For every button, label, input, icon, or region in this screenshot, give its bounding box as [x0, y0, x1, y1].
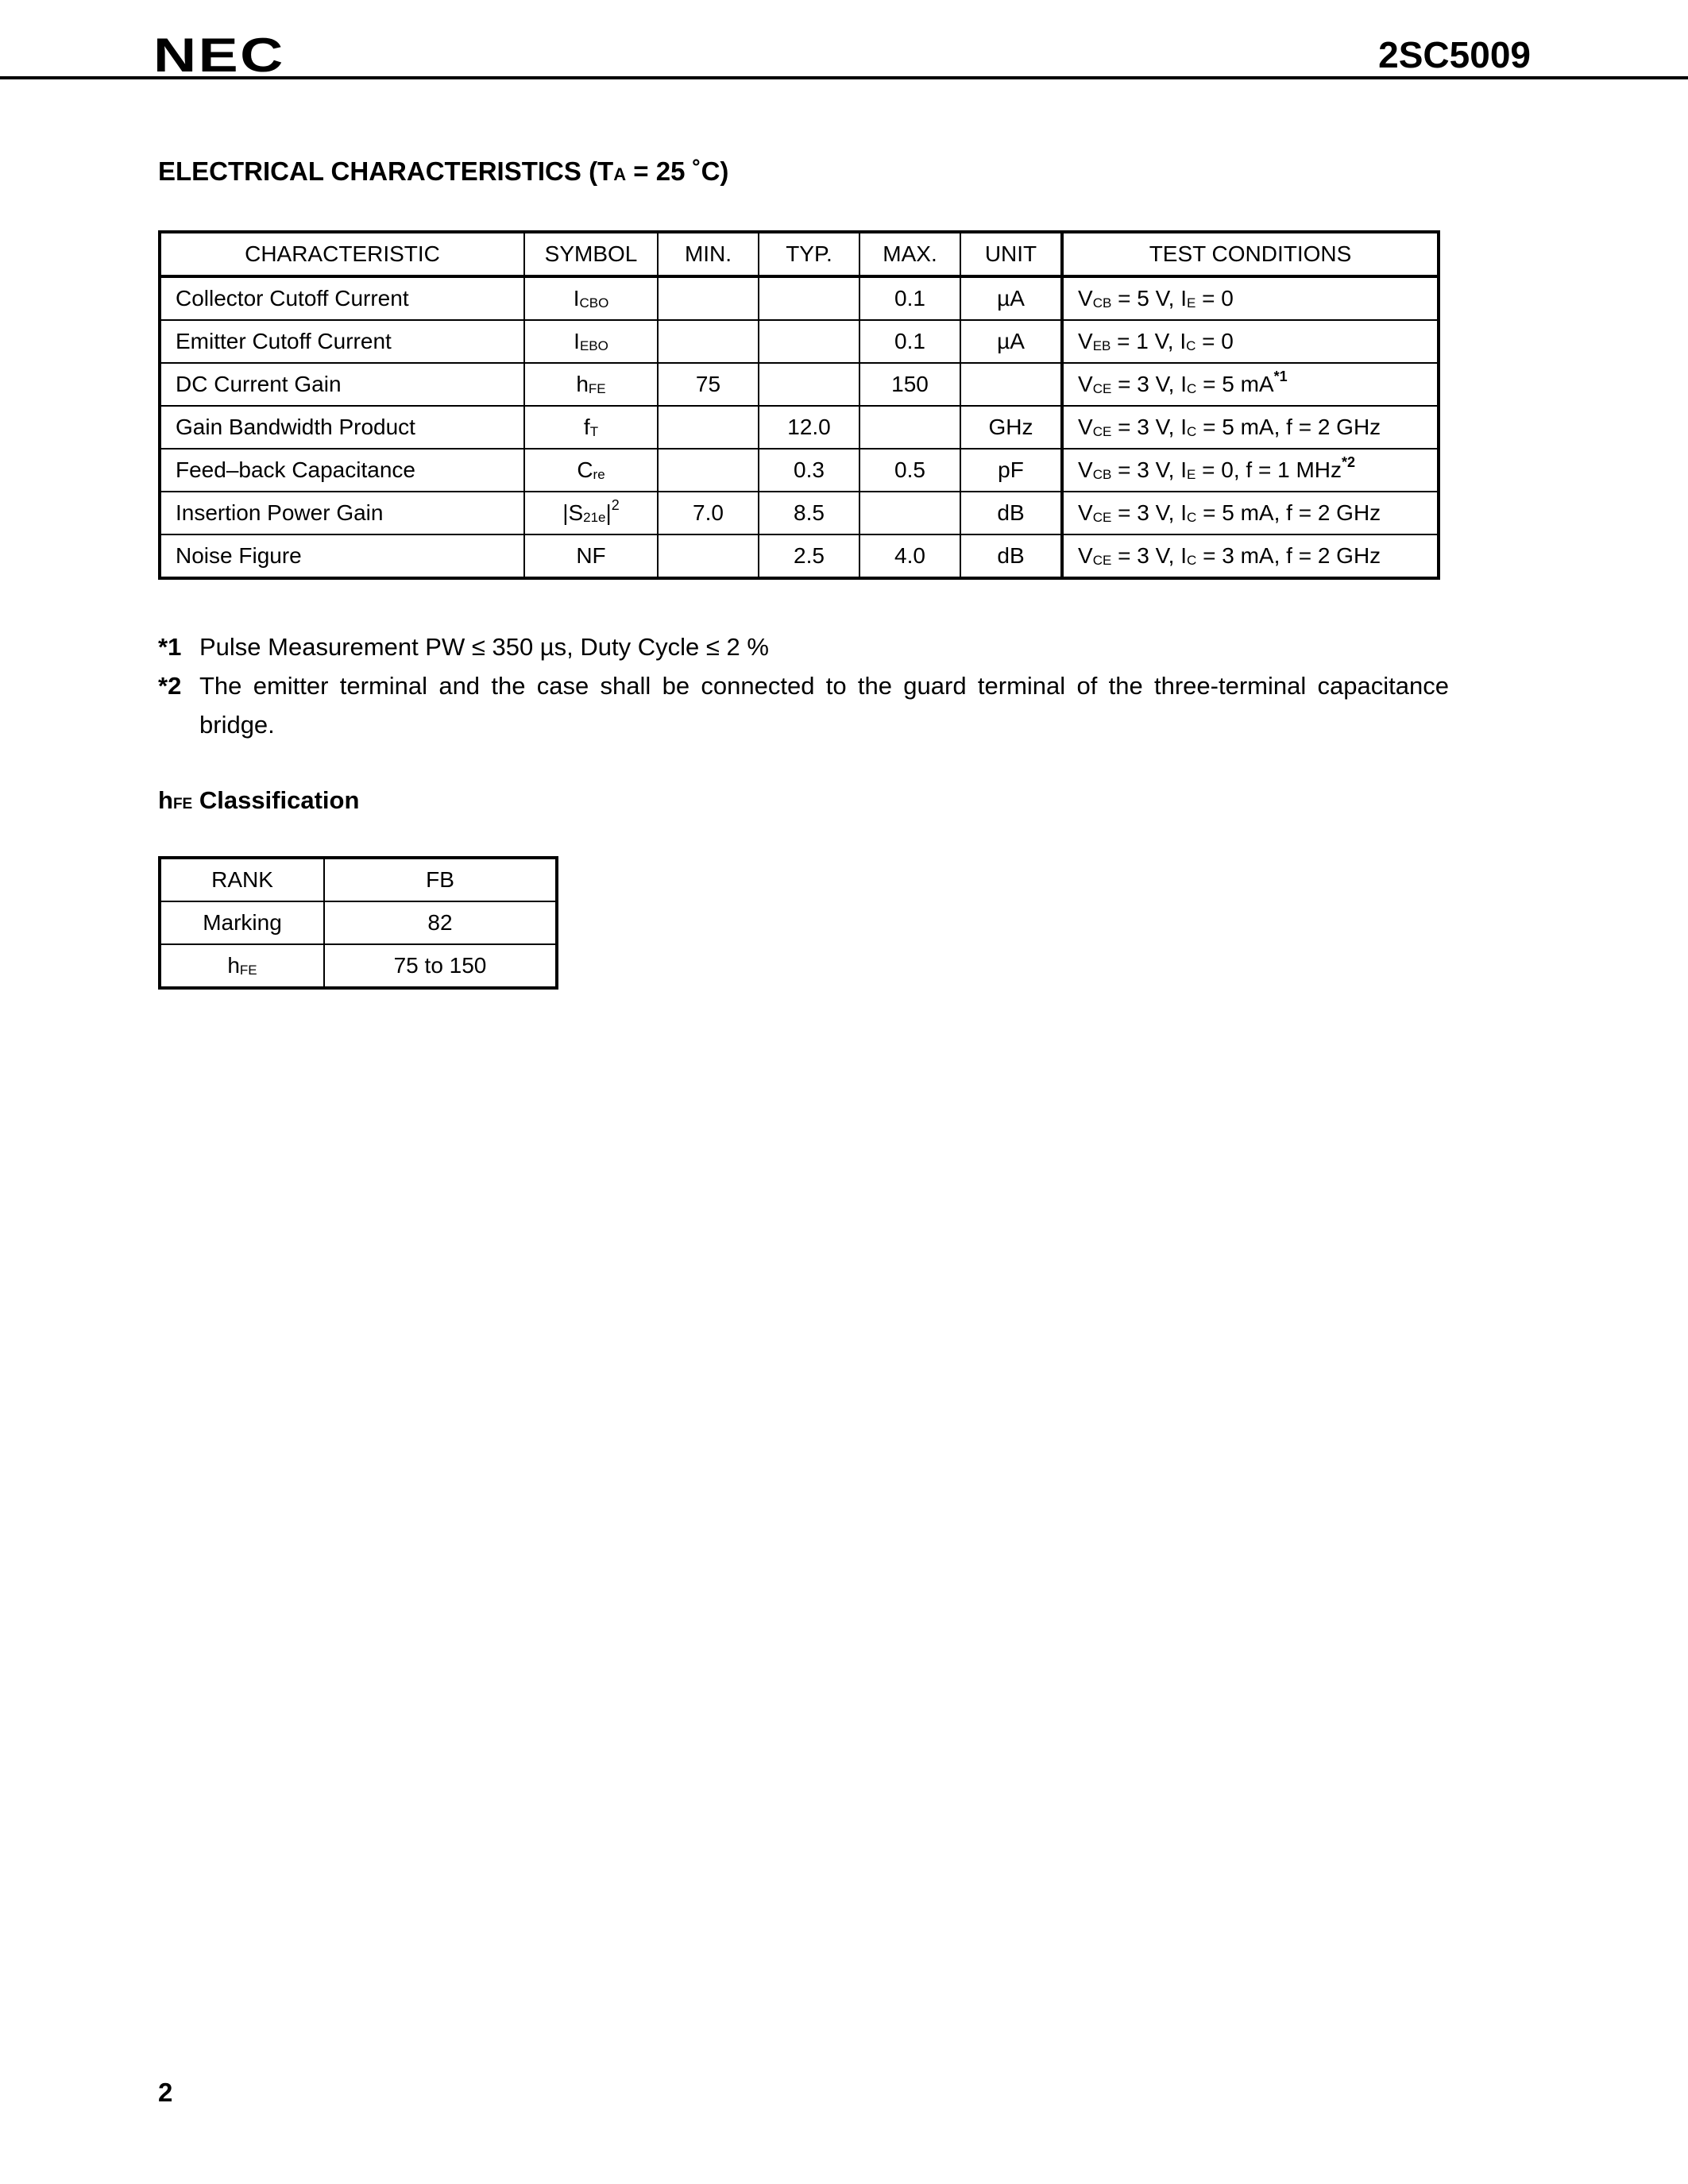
footnote-mark: *2	[158, 672, 182, 700]
footnote-text: The emitter terminal and the case shall be connected to the guard terminal of the three-terminal capacitance bridge.	[199, 672, 1449, 739]
cell-test-conditions	[1062, 449, 1439, 492]
symbol-main: h	[576, 372, 589, 396]
footnote-text: Pulse Measurement PW ≤ 350 µs, Duty Cycle ≤ 2 %	[199, 633, 769, 661]
cell-typ: 12.0	[759, 406, 859, 449]
symbol-subscript: re	[593, 467, 605, 482]
header-unit: UNIT	[960, 232, 1062, 276]
cell-max: 4.0	[859, 534, 960, 578]
classification-value: FB	[324, 858, 557, 901]
cell-test-conditions	[1062, 406, 1439, 449]
cell-max	[859, 406, 960, 449]
classification-title-subscript: FE	[172, 796, 193, 812]
condition-subscript: CE	[1092, 553, 1112, 568]
footnote	[158, 666, 1449, 744]
cell-typ	[759, 276, 859, 320]
cell-min: 75	[658, 363, 759, 406]
cell-typ	[759, 320, 859, 363]
condition-var: I	[1180, 543, 1188, 568]
cell-test-conditions	[1062, 363, 1439, 406]
header-min: MIN.	[658, 232, 759, 276]
part-number: 2SC5009	[1378, 34, 1531, 75]
condition-var: I	[1180, 329, 1187, 353]
cell-characteristic: Insertion Power Gain	[160, 492, 524, 534]
cell-typ: 8.5	[759, 492, 859, 534]
symbol-main: I	[573, 286, 580, 311]
condition-var: V	[1078, 286, 1093, 311]
cell-test-conditions	[1062, 320, 1439, 363]
header-characteristic: CHARACTERISTIC	[160, 232, 524, 276]
cell-min	[658, 320, 759, 363]
symbol-main: |S	[562, 500, 584, 525]
classification-label	[160, 858, 324, 901]
symbol-subscript: T	[589, 424, 599, 439]
condition-var: V	[1078, 457, 1093, 482]
label-main: h	[227, 953, 240, 978]
condition-value: = 5 V,	[1111, 286, 1181, 311]
symbol-subscript: CBO	[579, 295, 609, 311]
cell-symbol	[524, 449, 658, 492]
condition-value: = 5 mA, f = 2 GHz	[1196, 415, 1381, 439]
classification-label	[160, 944, 324, 988]
condition-var: V	[1078, 329, 1093, 353]
cell-min	[658, 534, 759, 578]
symbol-main: I	[574, 329, 580, 353]
condition-var: V	[1078, 543, 1093, 568]
condition-value: = 3 V,	[1111, 500, 1181, 525]
classification-value: 75 to 150	[324, 944, 557, 988]
footnote-mark: *1	[158, 633, 182, 661]
cell-unit: dB	[960, 492, 1062, 534]
cell-characteristic: Noise Figure	[160, 534, 524, 578]
table-row	[160, 901, 557, 944]
cell-characteristic: DC Current Gain	[160, 363, 524, 406]
cell-unit: dB	[960, 534, 1062, 578]
footnotes	[158, 627, 1449, 744]
cell-characteristic: Gain Bandwidth Product	[160, 406, 524, 449]
condition-value: = 5 mA, f = 2 GHz	[1196, 500, 1381, 525]
condition-subscript: CB	[1092, 467, 1112, 482]
condition-var: V	[1078, 372, 1093, 396]
condition-value: = 1 V,	[1111, 329, 1180, 353]
cell-unit: µA	[960, 320, 1062, 363]
classification-title-main: h	[158, 786, 173, 814]
symbol-subscript: EBO	[579, 338, 608, 353]
cell-unit: GHz	[960, 406, 1062, 449]
condition-var: I	[1180, 457, 1188, 482]
footnote-ref: *1	[1273, 369, 1288, 384]
header-typ: TYP.	[759, 232, 859, 276]
symbol-main: C	[577, 457, 593, 482]
condition-value: = 3 V,	[1111, 543, 1181, 568]
classification-title	[158, 785, 359, 820]
cell-typ	[759, 363, 859, 406]
cell-characteristic: Collector Cutoff Current	[160, 276, 524, 320]
header-symbol: SYMBOL	[524, 232, 658, 276]
cell-unit	[960, 363, 1062, 406]
condition-subscript: CE	[1092, 424, 1112, 439]
table-row	[160, 534, 1439, 578]
condition-subscript: C	[1187, 424, 1197, 439]
condition-subscript: C	[1187, 510, 1197, 525]
cell-test-conditions	[1062, 492, 1439, 534]
condition-subscript: CE	[1092, 381, 1112, 396]
cell-symbol	[524, 276, 658, 320]
section-title-suffix: = 25 ˚C)	[626, 156, 729, 186]
condition-value: = 5 mA	[1196, 372, 1274, 396]
cell-max: 0.1	[859, 276, 960, 320]
condition-subscript: E	[1187, 467, 1196, 482]
table-row	[160, 363, 1439, 406]
condition-subscript: CB	[1092, 295, 1112, 311]
condition-var: I	[1180, 372, 1188, 396]
cell-test-conditions	[1062, 276, 1439, 320]
cell-symbol	[524, 492, 658, 534]
classification-value: 82	[324, 901, 557, 944]
label-main: Marking	[203, 910, 282, 935]
table-row	[160, 276, 1439, 320]
table-row	[160, 406, 1439, 449]
label-subscript: FE	[239, 963, 257, 978]
symbol-subscript: 21e	[583, 510, 606, 525]
condition-value: = 3 V,	[1111, 415, 1181, 439]
header-test-conditions: TEST CONDITIONS	[1062, 232, 1439, 276]
condition-value: = 0	[1196, 286, 1234, 311]
table-row	[160, 858, 557, 901]
cell-min: 7.0	[658, 492, 759, 534]
cell-symbol	[524, 406, 658, 449]
cell-test-conditions	[1062, 534, 1439, 578]
cell-min	[658, 276, 759, 320]
classification-title-rest: Classification	[192, 786, 360, 814]
condition-var: I	[1180, 500, 1188, 525]
condition-subscript: EB	[1092, 338, 1111, 353]
condition-subscript: C	[1186, 338, 1196, 353]
nec-logo: NEC	[153, 29, 285, 82]
cell-min	[658, 406, 759, 449]
table-row	[160, 449, 1439, 492]
header-divider	[0, 76, 1688, 79]
table-row	[160, 492, 1439, 534]
cell-max: 0.1	[859, 320, 960, 363]
condition-subscript: C	[1187, 553, 1197, 568]
section-title-prefix: ELECTRICAL CHARACTERISTICS (T	[158, 156, 614, 186]
condition-var: V	[1078, 415, 1093, 439]
table-row	[160, 944, 557, 988]
footnote	[158, 627, 1449, 666]
condition-var: V	[1078, 500, 1093, 525]
condition-var: I	[1180, 415, 1188, 439]
cell-typ: 0.3	[759, 449, 859, 492]
symbol-tail: |	[605, 500, 612, 525]
label-main: RANK	[211, 867, 273, 892]
symbol-subscript: FE	[588, 381, 606, 396]
symbol-superscript: 2	[611, 497, 620, 513]
cell-max: 0.5	[859, 449, 960, 492]
classification-label	[160, 901, 324, 944]
cell-max	[859, 492, 960, 534]
condition-subscript: E	[1187, 295, 1196, 311]
symbol-main: f	[583, 415, 590, 439]
cell-symbol	[524, 363, 658, 406]
electrical-characteristics-table	[158, 230, 1440, 580]
cell-typ: 2.5	[759, 534, 859, 578]
symbol-main: NF	[576, 543, 606, 568]
condition-value: = 3 V,	[1111, 457, 1181, 482]
condition-value: = 0, f = 1 MHz	[1196, 457, 1342, 482]
condition-var: I	[1180, 286, 1188, 311]
page-number: 2	[158, 2078, 173, 2107]
table-header-row	[160, 232, 1439, 276]
table-row	[160, 320, 1439, 363]
condition-value: = 0	[1196, 329, 1234, 353]
condition-subscript: CE	[1092, 510, 1112, 525]
cell-min	[658, 449, 759, 492]
cell-max: 150	[859, 363, 960, 406]
footnote-ref: *2	[1342, 454, 1356, 470]
header-max: MAX.	[859, 232, 960, 276]
cell-unit: µA	[960, 276, 1062, 320]
cell-characteristic: Feed–back Capacitance	[160, 449, 524, 492]
section-title	[158, 156, 728, 191]
cell-symbol	[524, 534, 658, 578]
cell-symbol	[524, 320, 658, 363]
cell-unit: pF	[960, 449, 1062, 492]
hfe-classification-table	[158, 856, 558, 990]
condition-value: = 3 V,	[1111, 372, 1181, 396]
cell-characteristic: Emitter Cutoff Current	[160, 320, 524, 363]
condition-value: = 3 mA, f = 2 GHz	[1196, 543, 1381, 568]
section-title-subscript: A	[613, 164, 627, 184]
condition-subscript: C	[1187, 381, 1197, 396]
